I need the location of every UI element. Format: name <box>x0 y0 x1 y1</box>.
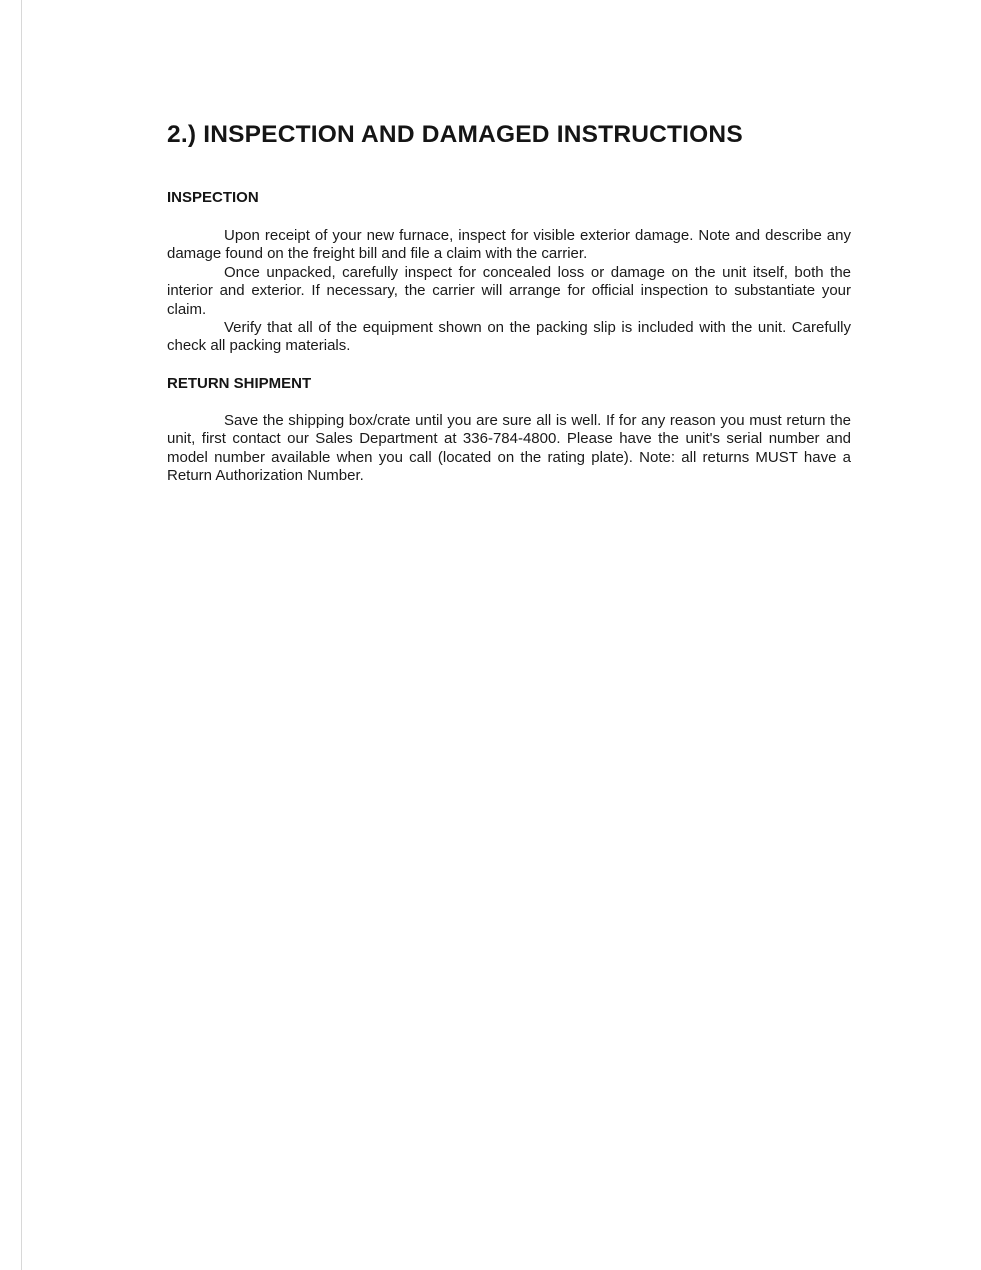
paragraph: Once unpacked, carefully inspect for concealed loss or damage on the unit itself, both the interior and exterior. If necessary, the carrier will arrange for official inspection to substantiate your claim. <box>167 263 851 318</box>
section-body-return-shipment <box>167 412 851 486</box>
section-heading-return-shipment: RETURN SHIPMENT <box>167 375 312 392</box>
section-heading-inspection: INSPECTION <box>167 189 259 206</box>
section-body-inspection <box>167 227 851 356</box>
paragraph: Verify that all of the equipment shown on the packing slip is included with the unit. Carefully check all packing materials. <box>167 319 851 355</box>
scan-edge-line <box>21 0 22 1270</box>
paragraph: Save the shipping box/crate until you are sure all is well. If for any reason you must return the unit, first contact our Sales Department at 336-784-4800. Please have the unit's serial number and model number available when you call (located on the rating plate). Note: all returns MUST have a Return Authorization Number. <box>167 412 851 485</box>
page-title: 2.) INSPECTION AND DAMAGED INSTRUCTIONS <box>167 121 743 148</box>
paragraph: Upon receipt of your new furnace, inspect for visible exterior damage. Note and describe any damage found on the freight bill and file a claim with the carrier. <box>167 227 851 263</box>
